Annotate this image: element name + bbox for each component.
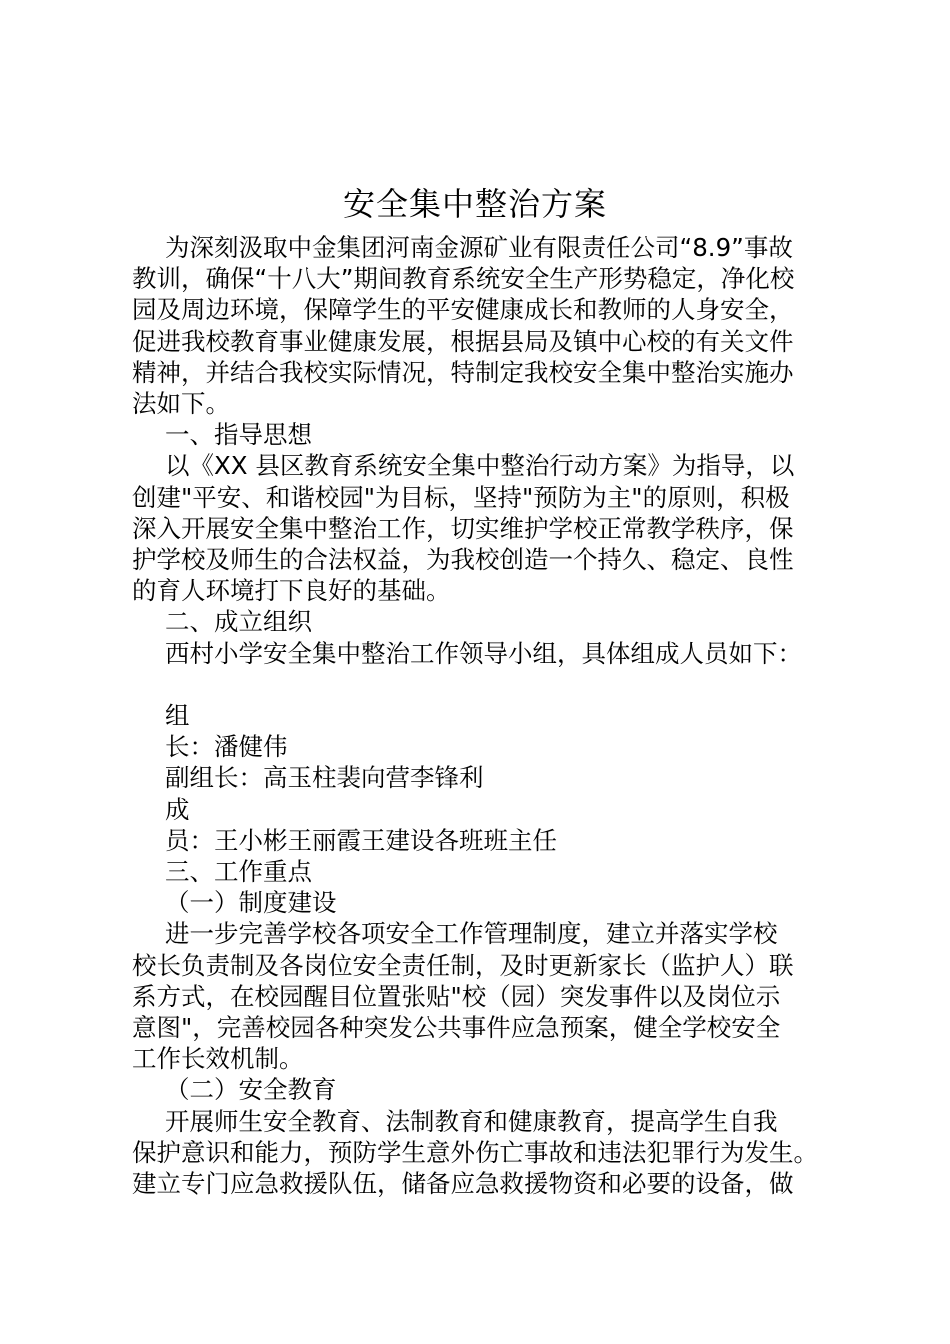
text-line: 园及周边环境，保障学生的平安健康成长和教师的人身安全，	[132, 295, 794, 325]
text-line: 建立专门应急救援队伍，储备应急救援物资和必要的设备，做	[132, 1169, 794, 1199]
text-line: 员：王小彬王丽霞王建设各班班主任	[165, 825, 557, 855]
text-line: 促进我校教育事业健康发展，根据县局及镇中心校的有关文件	[132, 326, 794, 356]
text-line: 深入开展安全集中整治工作，切实维护学校正常教学秩序，保	[132, 513, 794, 543]
blank-line	[132, 669, 832, 700]
text-line: 创建"平安、和谐校园"为目标，坚持"预防为主"的原则，积极	[132, 482, 790, 512]
document-title: 安全集中整治方案	[342, 185, 607, 223]
text-line: 意图"，完善校园各种突发公共事件应急预案，健全学校安全	[132, 1013, 781, 1043]
text-line: 以《XX 县区教育系统安全集中整治行动方案》为指导，以	[165, 451, 795, 481]
text-line: 组	[165, 701, 190, 731]
section-heading: 一、指导思想	[165, 420, 312, 450]
text-line: 进一步完善学校各项安全工作管理制度，建立并落实学校	[165, 919, 778, 949]
section-heading: 二、成立组织	[165, 607, 312, 637]
text-line: 副组长：高玉柱裴向营李锋利	[165, 763, 484, 793]
text-line: 护学校及师生的合法权益，为我校创造一个持久、稳定、良性	[132, 545, 794, 575]
text-line: 的育人环境打下良好的基础。	[132, 576, 451, 606]
text-line: 教训，确保“十八大”期间教育系统安全生产形势稳定，净化校	[132, 264, 795, 294]
document-body	[132, 232, 832, 1199]
text-line: 系方式，在校园醒目位置张贴"校（园）突发事件以及岗位示	[132, 981, 781, 1011]
text-line: 开展师生安全教育、法制教育和健康教育，提高学生自我	[165, 1106, 778, 1136]
text-line: 校长负责制及各岗位安全责任制，及时更新家长（监护人）联	[132, 950, 794, 980]
text-line: 工作长效机制。	[132, 1044, 304, 1074]
subsection-heading: （一）制度建设	[165, 888, 337, 918]
section-heading: 三、工作重点	[165, 857, 312, 887]
text-line: 为深刻汲取中金集团河南金源矿业有限责任公司“8.9”事故	[165, 233, 793, 262]
text-line: 法如下。	[132, 389, 230, 419]
text-line: 西村小学安全集中整治工作领导小组，具体组成人员如下：	[165, 638, 802, 668]
text-line: 精神，并结合我校实际情况，特制定我校安全集中整治实施办	[132, 357, 794, 387]
text-line: 长：潘健伟	[165, 732, 288, 762]
subsection-heading: （二）安全教育	[165, 1075, 337, 1105]
text-line: 保护意识和能力，预防学生意外伤亡事故和违法犯罪行为发生。	[132, 1137, 818, 1167]
text-line: 成	[165, 794, 190, 824]
